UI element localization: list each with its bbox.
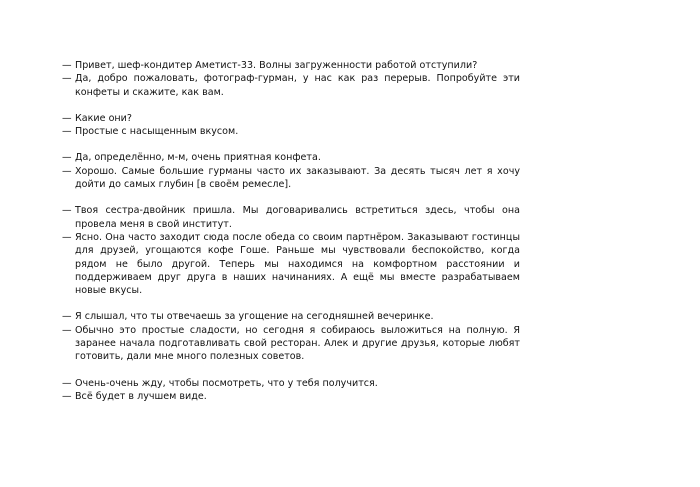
dialogue-block-1 (62, 59, 520, 99)
dialogue-text: Всё будет в лучшем виде. (75, 390, 207, 402)
dialogue-line (62, 324, 520, 364)
dialogue-dash: — (62, 73, 72, 85)
dialogue-dash: — (62, 112, 72, 124)
dialogue-block-2 (62, 112, 520, 139)
dialogue-line (62, 59, 520, 72)
dialogue-line (62, 310, 520, 323)
dialogue-dash: — (62, 377, 72, 389)
dialogue-text: Ясно. Она часто заходит сюда после обеда со своим партнёром. Заказывают гостинцы для друзей, угощаются кофе Гоше. Раньше мы чувствовали беспокойство, когда рядом не было другой. Теперь мы находимся на комфортном расстоянии и поддерживаем друг друга в наших начинаниях. А ещё мы вместе разрабатываем новые вкусы. (75, 231, 520, 297)
dialogue-block-3 (62, 151, 520, 191)
dialogue-line (62, 165, 520, 192)
dialogue-text: Да, определённо, м-м, очень приятная конфета. (75, 152, 321, 164)
dialogue-text: Да, добро пожаловать, фотограф-гурман, у нас как раз перерыв. Попробуйте эти конфеты и скажите, как вам. (75, 73, 520, 98)
dialogue-text: Привет, шеф-кондитер Аметист-33. Волны загруженности работой отступили? (75, 60, 478, 71)
dialogue-dash: — (62, 60, 72, 71)
dialogue-text: Какие они? (75, 112, 132, 124)
dialogue-text: Хорошо. Самые большие гурманы часто их заказывают. За десять тысяч лет я хочу дойти до самых глубин [в своём ремесле]. (75, 165, 520, 191)
dialogue-line (62, 72, 520, 99)
dialogue-line (62, 390, 520, 403)
document-page (62, 59, 520, 403)
dialogue-text: Твоя сестра-двойник пришла. Мы договаривались встретиться здесь, чтобы она провела меня в свой институт. (75, 205, 520, 230)
dialogue-line (62, 125, 520, 138)
dialogue-line (62, 231, 520, 297)
dialogue-text: Очень-очень жду, чтобы посмотреть, что у тебя получится. (75, 377, 378, 389)
dialogue-dash: — (62, 126, 72, 138)
dialogue-line (62, 112, 520, 125)
dialogue-dash: — (62, 152, 72, 164)
dialogue-line (62, 151, 520, 164)
dialogue-line (62, 204, 520, 231)
dialogue-text: Простые с насыщенным вкусом. (75, 126, 239, 138)
dialogue-text: Я слышал, что ты отвечаешь за угощение на сегодняшней вечеринке. (75, 311, 434, 323)
dialogue-dash: — (62, 390, 72, 402)
dialogue-text: Обычно это простые сладости, но сегодня я собираюсь выложиться на полную. Я заранее начала подготавливать свой ресторан. Алек и другие друзья, которые любят готовить, дали мне много полезных советов. (75, 324, 520, 363)
dialogue-dash: — (62, 311, 72, 323)
dialogue-dash: — (62, 324, 72, 336)
dialogue-block-4 (62, 204, 520, 297)
dialogue-dash: — (62, 205, 72, 217)
dialogue-block-5 (62, 310, 520, 363)
dialogue-line (62, 377, 520, 390)
dialogue-dash: — (62, 165, 72, 177)
dialogue-block-6 (62, 377, 520, 404)
dialogue-dash: — (62, 231, 72, 243)
